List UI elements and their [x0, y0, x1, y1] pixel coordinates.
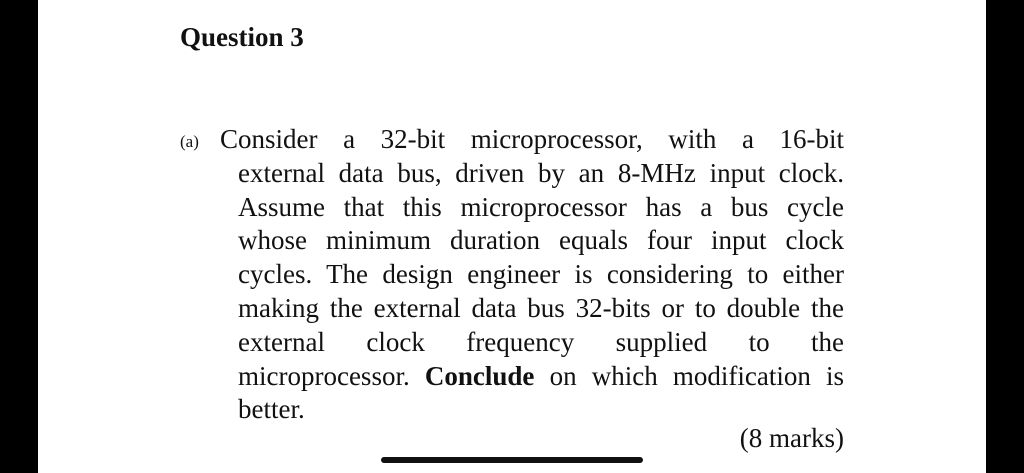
body-text-fragment: microprocessor. [238, 360, 425, 391]
body-line: making the external data bus 32-bits or to double the [238, 292, 844, 323]
body-line: cycles. The design engineer is considering to either [238, 259, 844, 290]
body-line: Assume that this microprocessor has a bus cycle [238, 191, 844, 222]
marks-allocation: (8 marks) [739, 423, 844, 453]
document-page [38, 0, 986, 473]
body-line: external data bus, driven by an 8-MHz input clock. [238, 157, 844, 188]
home-indicator-bar[interactable] [381, 457, 643, 463]
body-line: Consider a 32-bit microprocessor, with a 16-bit [220, 124, 844, 154]
question-body [220, 123, 845, 427]
body-line: whose minimum duration equals four input clock [238, 225, 844, 256]
body-line-last: better. [238, 394, 305, 425]
body-text-fragment: on which modification is [534, 360, 845, 391]
body-line-conclude [238, 360, 844, 394]
conclude-keyword: Conclude [424, 360, 535, 391]
question-title: Question 3 [180, 22, 304, 52]
part-label: (a) [180, 132, 199, 151]
body-line: external clock frequency supplied to the [238, 326, 844, 357]
